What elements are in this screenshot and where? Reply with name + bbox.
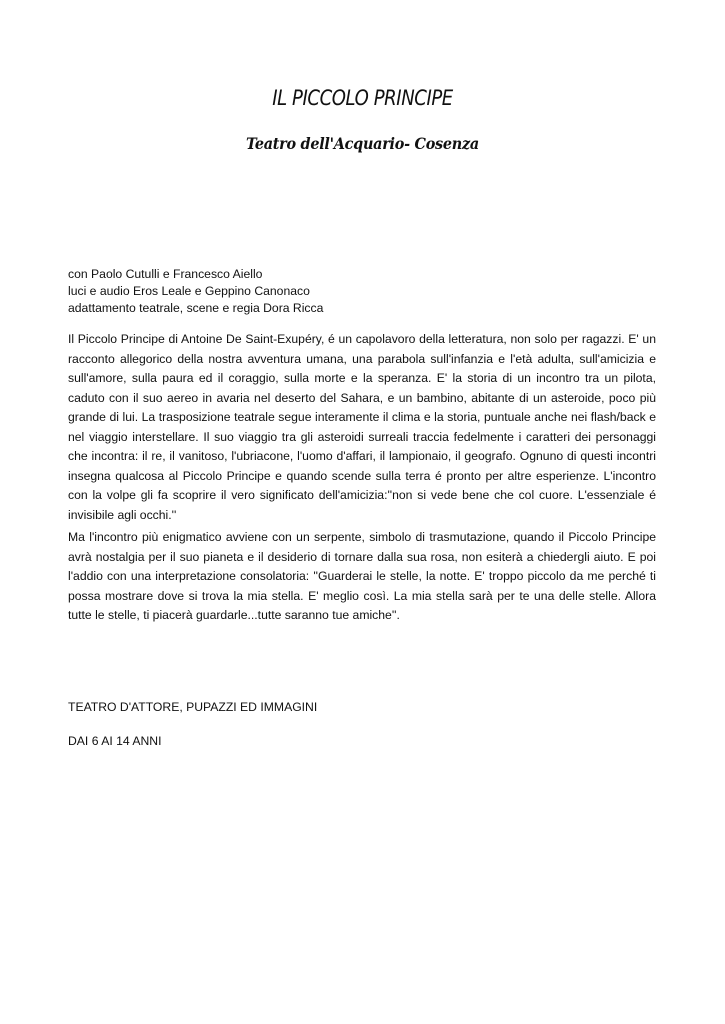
credit-line-lights-audio: luci e audio Eros Leale e Geppino Canonaco [68, 284, 310, 298]
body-paragraph: Ma l'incontro più enigmatico avviene con un serpente, simbolo di trasmutazione, quando il Piccolo Principe avrà nostalgia per il suo pianeta e il desiderio di tornare dalla sua rosa, non esiterà a chiedergli aiuto. E poi l'addio con una interpretazione consolatoria: ''Guarderai le stelle, la notte. E' troppo piccolo da me perché ti possa mostrare dove si trova la mia stella. E' meglio così. La mia stella sarà per te una delle stelle. Allora tutte le stelle, ti piacerà guardarle...tutte saranno tue amiche''. [68, 530, 656, 622]
credit-line-cast: con Paolo Cutulli e Francesco Aiello [68, 267, 263, 281]
credits-block [68, 266, 658, 317]
body-paragraph: Il Piccolo Principe di Antoine De Saint-Exupéry, é un capolavoro della letteratura, non solo per ragazzi. E' un racconto allegorico della nostra avventura umana, una parabola sull'infanzia e l'età adulta, sull'amicizia e sull'amore, sulla paura ed il coraggio, sulla morte e la speranza. E' la storia di un incontro tra un pilota, caduto con il suo aereo in avaria nel deserto del Sahara, e un bambino, abitante di un asteroide, poco più grande di lui. La trasposizione teatrale segue interamente il clima e la storia, puntuale anche nei flash/back e nel viaggio interstellare. Il suo viaggio tra gli asteroidi surreali traccia fedelmente i caratteri dei personaggi che incontra: il re, il vanitoso, l'ubriacone, l'uomo d'affari, il lampionaio, il geografo. Ognuno di questi incontri insegna qualcosa al Piccolo Principe e quando scende sulla terra é pronto per altre esperienze. L'incontro con la volpe gli fa scoprire il vero significato dell'amicizia:''non si vede bene che col cuore. L'essenziale é invisibile agli occhi.'' [68, 332, 656, 522]
age-range-line: DAI 6 AI 14 ANNI [68, 734, 162, 748]
credit-line-direction: adattamento teatrale, scene e regia Dora Ricca [68, 301, 324, 315]
document-title: IL PICCOLO PRINCIPE [272, 86, 453, 110]
genre-line: TEATRO D'ATTORE, PUPAZZI ED IMMAGINI [68, 700, 318, 714]
document-subtitle: Teatro dell'Acquario- Cosenza [246, 134, 479, 153]
